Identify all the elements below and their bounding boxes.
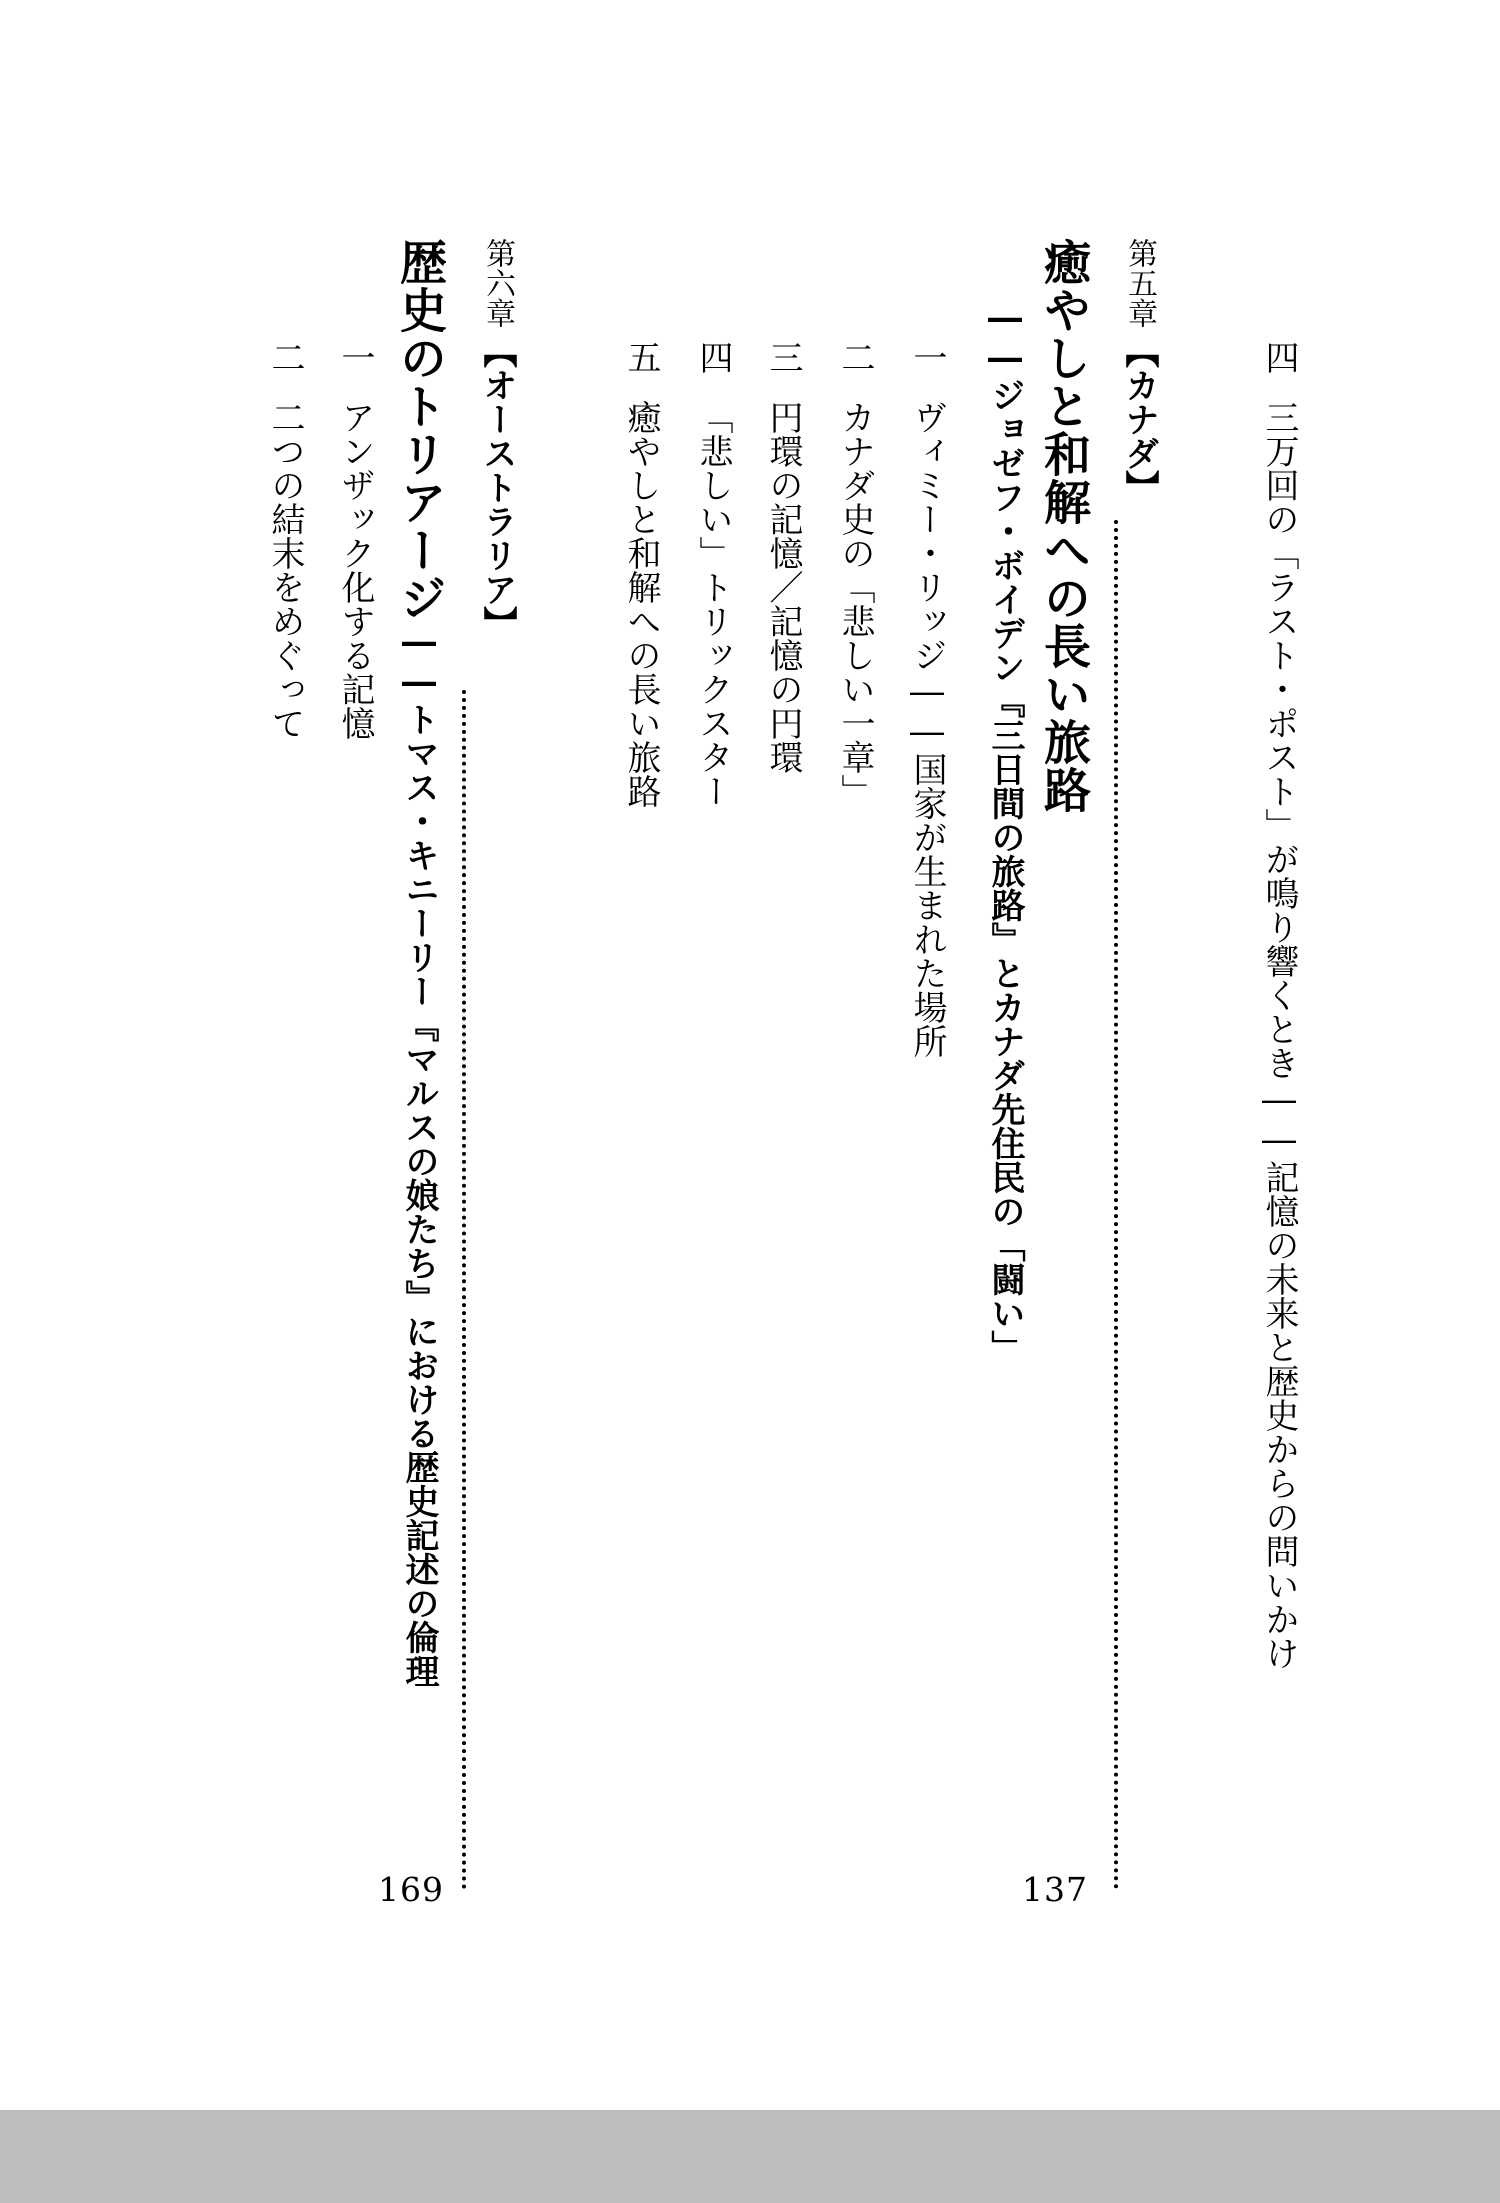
section-title: アンザック化する記憶 — [335, 400, 375, 740]
section-title: ヴィミー・リッジ――国家が生まれた場所 — [907, 400, 947, 1058]
chapter-5-subtitle: ――ジョゼフ・ボイデン『三日間の旅路』とカナダ先住民の「闘い」 — [985, 298, 1025, 1364]
toc-entry-5-4 — [693, 340, 733, 808]
chapter-5-title: 癒やしと和解への長い旅路 — [1036, 238, 1091, 814]
section-number: 二 — [835, 340, 875, 374]
chapter-region: 【カナダ】 — [1119, 334, 1159, 504]
footer-band — [0, 2110, 1500, 2203]
leader-dots — [462, 690, 470, 1890]
section-number: 四 — [693, 340, 733, 374]
section-title: 「悲しい」トリックスター — [693, 400, 733, 808]
chapter-6-title-line — [392, 238, 447, 1688]
section-number: 一 — [335, 340, 375, 374]
chapter-6-subtitle: ――トマス・キニーリー『マルスの娘たち』における歴史記述の倫理 — [399, 622, 439, 1688]
section-number: 三 — [763, 340, 803, 374]
toc-entry-5-1 — [907, 340, 947, 1058]
section-title: 二つの結末をめぐって — [265, 400, 305, 740]
toc-entry-6-1 — [335, 340, 375, 740]
chapter-region: 【オーストラリア】 — [477, 334, 517, 640]
section-number: 二 — [265, 340, 305, 374]
toc-entry-5-5 — [621, 340, 661, 808]
section-number: 四 — [1259, 340, 1299, 374]
toc-entry-5-3 — [763, 340, 803, 774]
toc-entry-5-2 — [835, 340, 875, 808]
chapter-label: 第五章 — [1122, 238, 1157, 328]
section-number: 一 — [907, 340, 947, 374]
chapter-5-page-number: 137 — [1022, 1870, 1088, 1909]
toc-entry-section-4 — [1259, 340, 1299, 1670]
toc-entry-6-2 — [265, 340, 305, 740]
chapter-label: 第六章 — [480, 238, 515, 328]
section-title: 円環の記憶／記憶の円環 — [763, 400, 803, 774]
section-number: 五 — [621, 340, 661, 374]
section-title: 癒やしと和解への長い旅路 — [621, 400, 661, 808]
section-title: 三万回の「ラスト・ポスト」が鳴り響くとき――記憶の未来と歴史からの問いかけ — [1259, 400, 1299, 1670]
chapter-5-heading — [1119, 238, 1159, 504]
chapter-6-title: 歴史のトリアージ — [392, 238, 447, 622]
chapter-6-page-number: 169 — [378, 1870, 444, 1909]
leader-dots — [1114, 520, 1122, 1890]
chapter-6-heading — [477, 238, 517, 640]
section-title: カナダ史の「悲しい一章」 — [835, 400, 875, 808]
